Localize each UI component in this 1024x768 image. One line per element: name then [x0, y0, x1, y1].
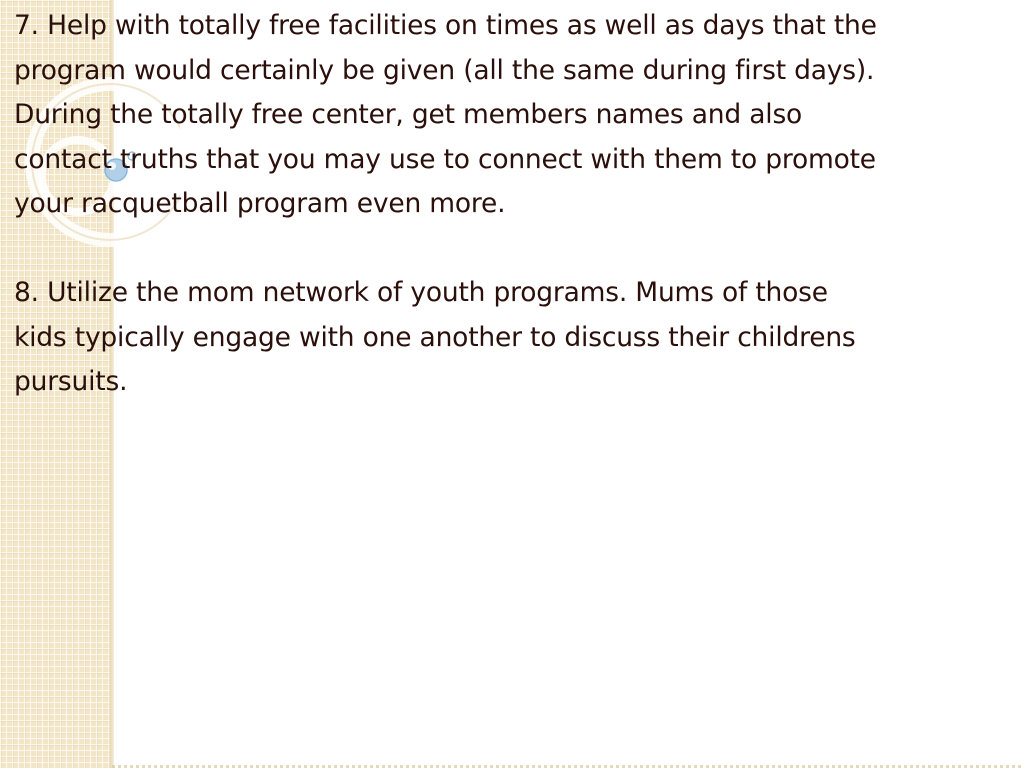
paragraph-item-7: 7. Help with totally free facilities on times as well as days that the program would certainly be given (all the same during first days). During the totally free center, get members names and also contact truths that you may use to connect with them to promote your racquetball program even more. — [14, 10, 877, 219]
paragraph-item-8: 8. Utilize the mom network of youth programs. Mums of those kids typically engage with one another to discuss their childrens pursuits. — [14, 277, 856, 397]
slide-body — [14, 4, 1020, 405]
